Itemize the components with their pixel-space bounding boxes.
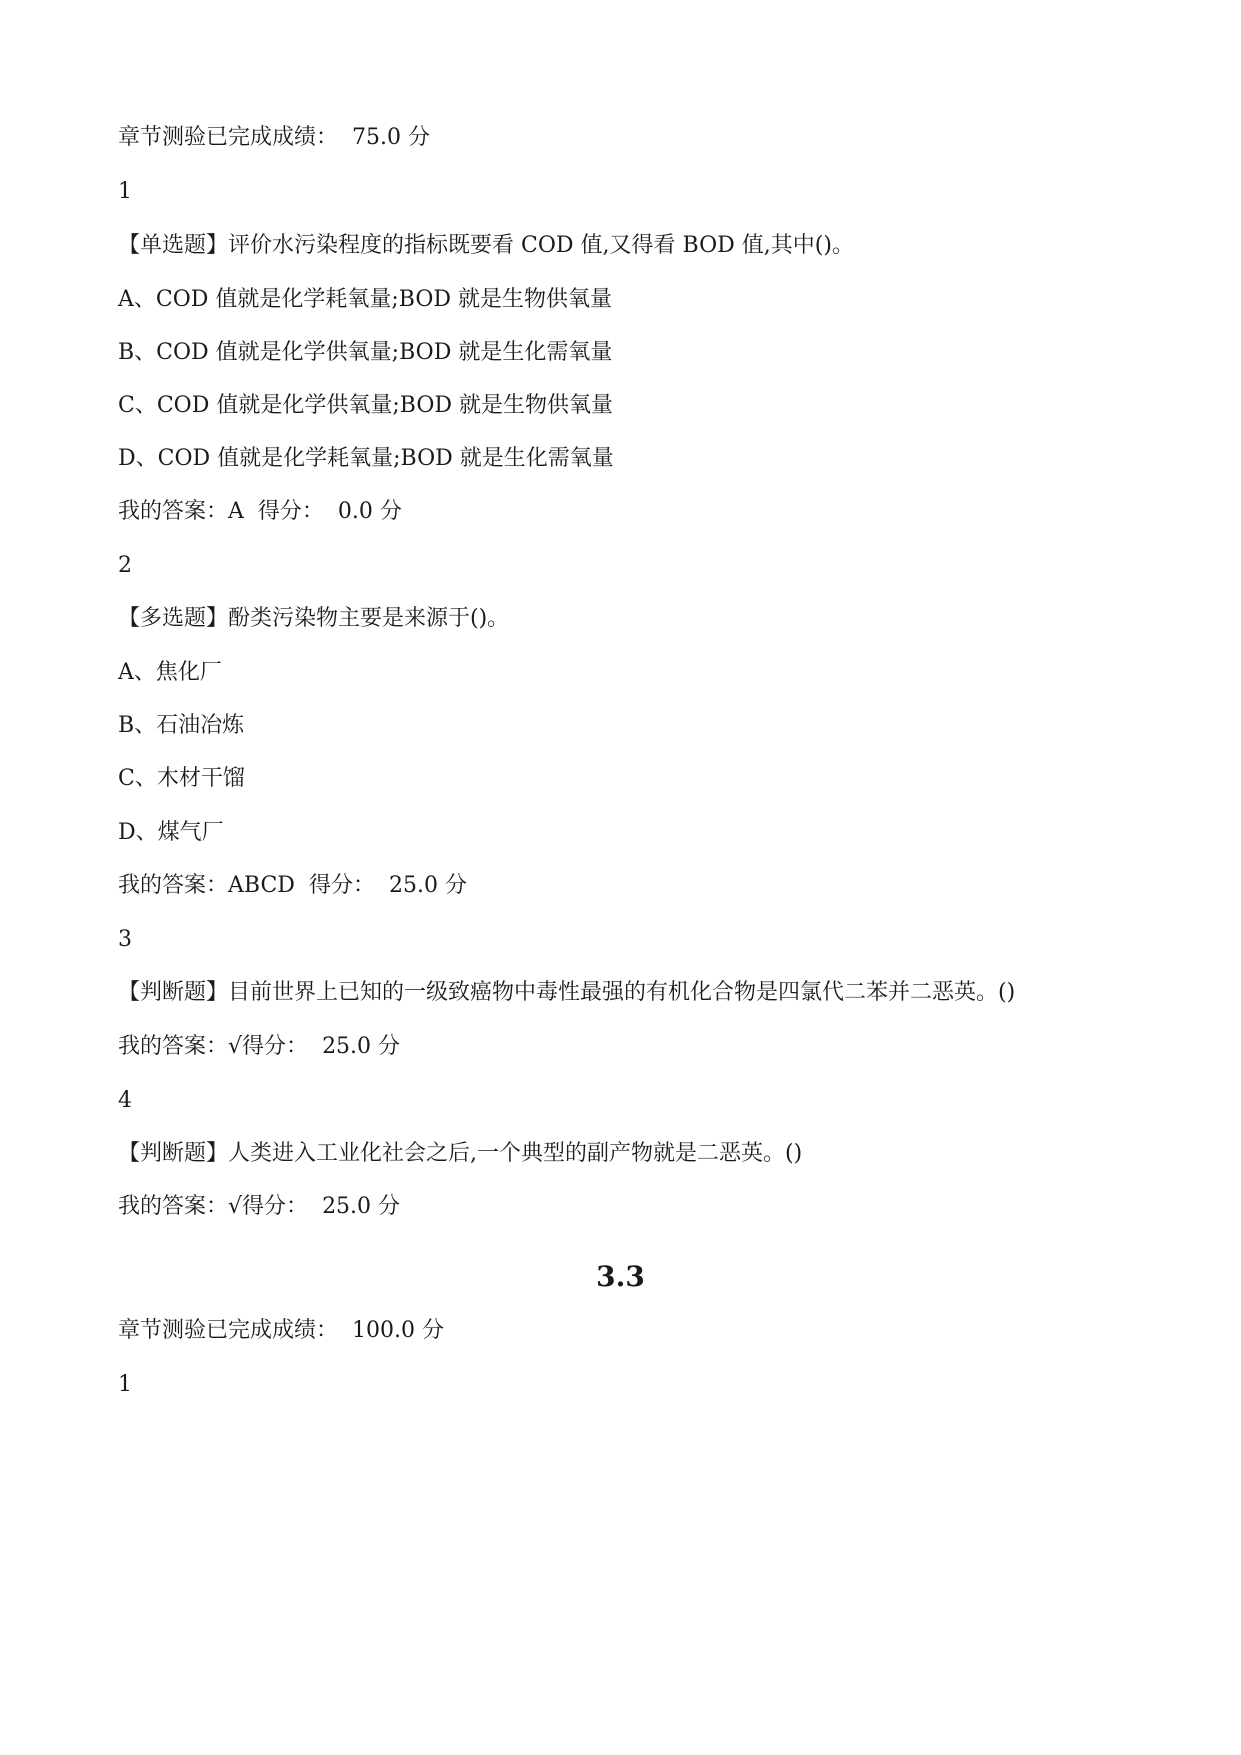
- answer-line: [118, 497, 402, 527]
- answer-label: 我的答案：: [118, 499, 229, 524]
- chapter-score-value: 75.0 分: [352, 125, 430, 150]
- option-a: A、COD 值就是化学耗氧量;BOD 就是生物供氧量: [118, 287, 613, 312]
- my-answer: ABCD: [228, 873, 295, 898]
- option-b: B、石油冶炼: [118, 713, 245, 738]
- question-text: 酚类污染物主要是来源于()。: [228, 606, 510, 631]
- section-heading: 3.3: [596, 1260, 645, 1293]
- question-text: 评价水污染程度的指标既要看 COD 值,又得看 BOD 值,其中()。: [228, 233, 854, 258]
- option-a: A、焦化厂: [118, 660, 222, 685]
- chapter-score-label: 章节测验已完成成绩：: [118, 125, 339, 150]
- question-number: 2: [118, 553, 132, 578]
- question-type: 【单选题】: [118, 233, 229, 258]
- answer-label: 我的答案：: [118, 1194, 229, 1219]
- question-score: 25.0 分: [322, 1194, 401, 1219]
- score-label: 得分：: [242, 1034, 309, 1059]
- question-stem: [118, 231, 854, 261]
- question-type: 【多选题】: [118, 606, 229, 631]
- option-b: B、COD 值就是化学供氧量;BOD 就是生化需氧量: [118, 340, 613, 365]
- my-answer: √: [228, 1034, 243, 1059]
- question-text: 目前世界上已知的一级致癌物中毒性最强的有机化合物是四氯代二苯并二恶英。(): [228, 980, 1016, 1005]
- answer-line: [118, 871, 467, 901]
- answer-line: [118, 1032, 400, 1062]
- chapter-score-line: [118, 1316, 444, 1346]
- question-text: 人类进入工业化社会之后,一个典型的副产物就是二恶英。(): [228, 1141, 803, 1166]
- option-d: D、COD 值就是化学耗氧量;BOD 就是生化需氧量: [118, 446, 614, 471]
- question-stem: [118, 604, 509, 634]
- question-stem: [118, 978, 1015, 1008]
- question-number: 1: [118, 1372, 132, 1397]
- question-score: 0.0 分: [337, 499, 402, 524]
- my-answer: √: [228, 1194, 243, 1219]
- question-score: 25.0 分: [322, 1034, 401, 1059]
- score-label: 得分：: [257, 499, 324, 524]
- option-d: D、煤气厂: [118, 820, 224, 845]
- question-number: 1: [118, 179, 132, 204]
- question-number: 4: [118, 1088, 132, 1113]
- question-number: 3: [118, 927, 132, 952]
- chapter-score-line: [118, 123, 430, 153]
- option-c: C、COD 值就是化学供氧量;BOD 就是生物供氧量: [118, 393, 613, 418]
- chapter-score-value: 100.0 分: [352, 1318, 444, 1343]
- question-stem: [118, 1139, 802, 1169]
- answer-label: 我的答案：: [118, 1034, 229, 1059]
- question-score: 25.0 分: [388, 873, 467, 898]
- my-answer: A: [228, 499, 244, 524]
- answer-line: [118, 1192, 400, 1222]
- answer-label: 我的答案：: [118, 873, 229, 898]
- chapter-score-label: 章节测验已完成成绩：: [118, 1318, 339, 1343]
- score-label: 得分：: [242, 1194, 309, 1219]
- option-c: C、木材干馏: [118, 766, 245, 791]
- question-type: 【判断题】: [118, 1141, 229, 1166]
- question-type: 【判断题】: [118, 980, 229, 1005]
- score-label: 得分：: [308, 873, 375, 898]
